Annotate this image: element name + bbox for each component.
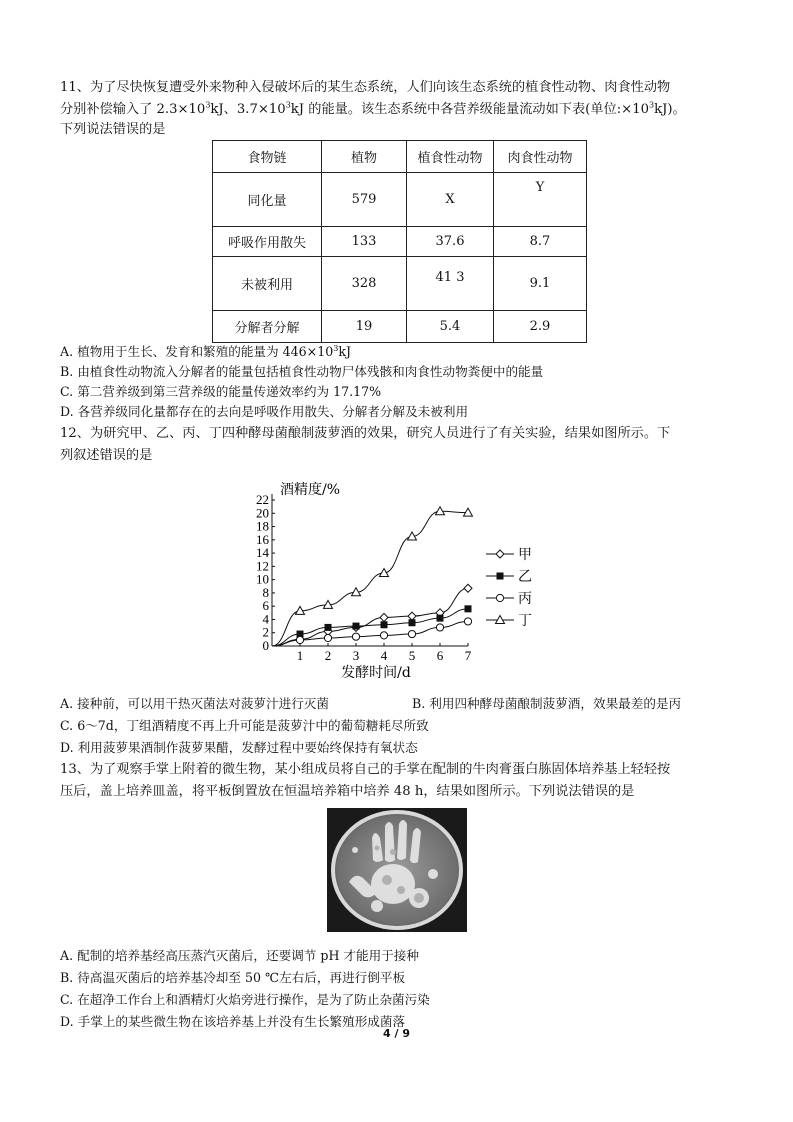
y-tick-label: 14 xyxy=(256,545,269,561)
data-point xyxy=(325,624,332,631)
table-cell: 9.1 xyxy=(494,257,587,311)
y-axis-label: 酒精度/% xyxy=(280,482,341,498)
y-tick-label: 8 xyxy=(262,584,269,600)
table-cell: 分解者分解 xyxy=(213,311,322,343)
table-cell-413: 41 3 xyxy=(435,270,465,285)
legend-label: 丁 xyxy=(518,613,532,629)
q12-line2: 列叙述错误的是 xyxy=(60,448,153,463)
y-tick-label: 18 xyxy=(256,518,269,534)
data-point xyxy=(436,624,443,631)
data-point xyxy=(353,623,360,630)
table-cell: 19 xyxy=(322,311,407,343)
x-tick-label: 7 xyxy=(464,648,472,663)
data-point xyxy=(464,618,471,625)
data-point xyxy=(436,507,445,515)
y-tick-label: 0 xyxy=(262,638,269,653)
y-tick-label: 12 xyxy=(256,558,269,574)
q12-line1: 12、为研究甲、乙、丙、丁四种酵母菌酿制菠萝酒的效果，研究人员进行了有关实验，结果如图所示。下 xyxy=(60,426,671,441)
alcohol-content-chart xyxy=(250,478,550,678)
x-tick-label: 4 xyxy=(380,648,388,663)
q13-line2: 压后，盖上培养皿盖，将平板倒置放在恒温培养箱中培养 48 h，结果如图所示。下列说法错误的是 xyxy=(60,784,635,799)
table-header-cell: 植食性动物 xyxy=(407,141,494,173)
data-point xyxy=(465,605,472,612)
x-tick-label: 5 xyxy=(408,648,416,663)
x-tick-label: 6 xyxy=(436,648,444,663)
table-cell: 8.7 xyxy=(494,227,587,257)
table-cell xyxy=(407,257,494,311)
table-cell xyxy=(407,173,494,227)
y-tick-label: 16 xyxy=(256,531,269,547)
x-axis-label: 发酵时间/d xyxy=(341,665,411,678)
table-row xyxy=(213,257,587,311)
table-cell xyxy=(494,173,587,227)
legend-marker xyxy=(497,573,504,580)
x-tick-label: 1 xyxy=(296,648,304,663)
legend-item xyxy=(486,569,532,585)
legend-label: 甲 xyxy=(518,547,532,563)
data-point xyxy=(409,619,416,626)
y-tick-label: 10 xyxy=(256,571,269,587)
q11-option-b: B. 由植食性动物流入分解者的能量包括植食性动物尸体残骸和肉食性动物粪便中的能量 xyxy=(60,364,544,379)
y-tick-label: 4 xyxy=(262,611,269,627)
data-point xyxy=(380,632,387,639)
table-row xyxy=(213,227,587,257)
table-cell: 未被利用 xyxy=(213,257,322,311)
data-point xyxy=(324,634,331,641)
legend-item xyxy=(486,591,532,607)
table-cell: 37.6 xyxy=(407,227,494,257)
table-cell: 133 xyxy=(322,227,407,257)
y-tick-label: 22 xyxy=(256,492,269,507)
table-row xyxy=(213,311,587,343)
legend-marker xyxy=(496,550,504,558)
data-point xyxy=(380,613,388,621)
q13-option-d: D. 手掌上的某些微生物在该培养基上并没有生长繁殖形成菌落 xyxy=(60,1014,406,1029)
q11-line3: 下列说法错误的是 xyxy=(60,122,166,137)
q13-line1: 13、为了观察手掌上附着的微生物，某小组成员将自己的手掌在配制的牛肉膏蛋白胨固体培养基上轻轻按 xyxy=(60,762,671,777)
q12-option-a: A. 接种前，可以用干热灭菌法对菠萝汁进行灭菌 xyxy=(60,696,329,711)
table-cell: 5.4 xyxy=(407,311,494,343)
table-header-cell: 食物链 xyxy=(213,141,322,173)
energy-flow-table xyxy=(212,140,587,343)
data-point xyxy=(296,636,303,643)
table-row xyxy=(213,173,587,227)
q11-option-d: D. 各营养级同化量都存在的去向是呼吸作用散失、分解者分解及未被利用 xyxy=(60,404,469,419)
table-cell: 328 xyxy=(322,257,407,311)
x-tick-label: 3 xyxy=(352,648,360,663)
table-cell-x: X xyxy=(445,192,455,207)
table-cell-y: Y xyxy=(535,180,545,195)
page-number: 4 / 9 xyxy=(383,1027,410,1040)
data-point xyxy=(352,633,359,640)
y-tick-label: 2 xyxy=(262,624,269,640)
legend-marker xyxy=(496,594,503,601)
data-point xyxy=(437,615,444,622)
petri-dish-handprint-image xyxy=(327,808,467,932)
table-cell: 579 xyxy=(322,173,407,227)
q13-option-a: A. 配制的培养基经高压蒸汽灭菌后，还要调节 pH 才能用于接种 xyxy=(60,948,419,963)
q11-line2: 分别补偿输入了 $2.3\times 10^3kJ$、$3.7\times 10^3kJ$ 的能量。该生态系统中各营养级能量流动如下表(单位$:\times 10^3kJ$)。 xyxy=(60,100,686,117)
q12-option-c: C. 6～7d，丁组酒精度不再上升可能是菠萝汁中的葡萄糖耗尽所致 xyxy=(60,718,429,733)
q13-option-b: B. 待高温灭菌后的培养基冷却至 50 ℃左右后，再进行倒平板 xyxy=(60,970,406,985)
q12-option-b: B. 利用四种酵母菌酿制菠萝酒，效果最差的是丙 xyxy=(412,696,682,711)
q13-option-c: C. 在超净工作台上和酒精灯火焰旁进行操作，是为了防止杂菌污染 xyxy=(60,992,430,1007)
x-tick-label: 2 xyxy=(324,648,332,663)
q11-option-c: C. 第二营养级到第三营养级的能量传递效率约为 17.17% xyxy=(60,384,382,399)
data-point xyxy=(408,612,416,620)
table-cell: 呼吸作用散失 xyxy=(213,227,322,257)
q11-option-a: A. 植物用于生长、发育和繁殖的能量为 $446\times 10^3kJ$ xyxy=(60,343,352,359)
data-point xyxy=(464,584,472,592)
table-header-row xyxy=(213,141,587,173)
legend-label: 丙 xyxy=(518,591,532,607)
q11-line1: 11、为了尽快恢复遭受外来物种入侵破坏后的某生态系统，人们向该生态系统的植食性动物、肉食性动物 xyxy=(60,80,671,95)
data-point xyxy=(381,621,388,628)
legend-item xyxy=(486,613,532,629)
table-cell: 同化量 xyxy=(213,173,322,227)
table-header-cell: 肉食性动物 xyxy=(494,141,587,173)
y-tick-label: 20 xyxy=(256,505,269,521)
y-tick-label: 6 xyxy=(262,598,269,614)
q12-option-d: D. 利用菠萝果酒制作菠萝果醋，发酵过程中要始终保持有氧状态 xyxy=(60,740,418,755)
table-header-cell: 植物 xyxy=(322,141,407,173)
table-cell: 2.9 xyxy=(494,311,587,343)
legend-label: 乙 xyxy=(518,569,532,585)
data-point xyxy=(408,630,415,637)
legend-item xyxy=(486,547,532,563)
